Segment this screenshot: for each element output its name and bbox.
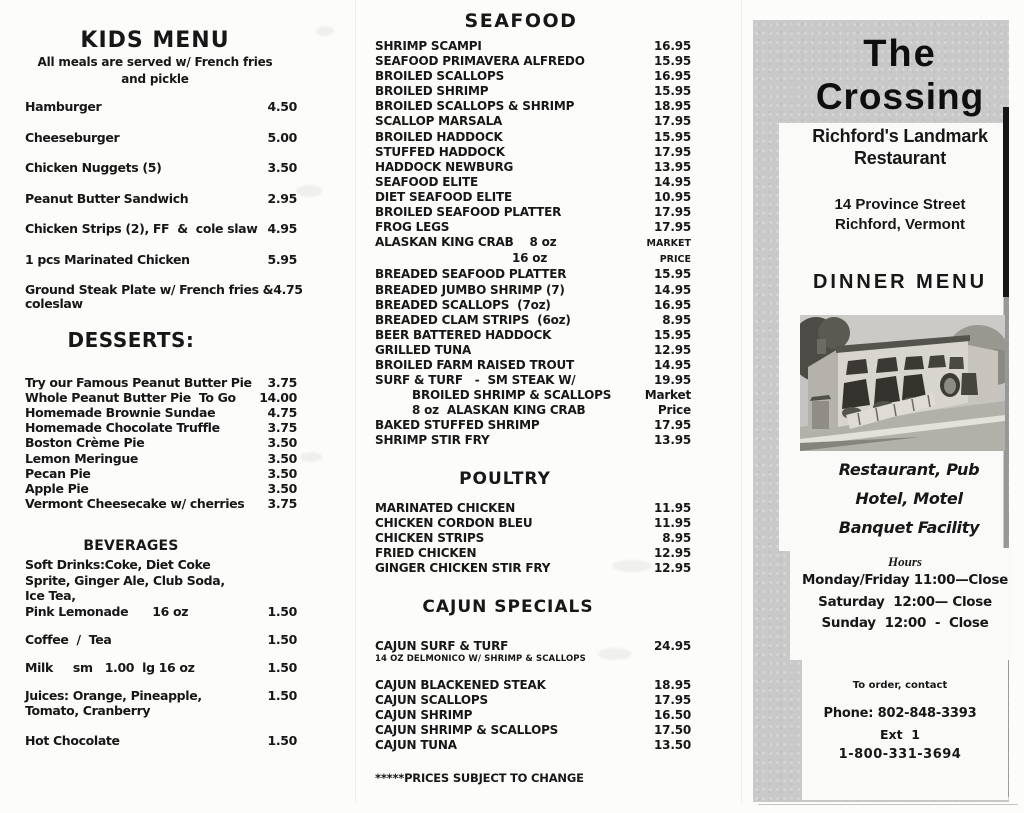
menu-item-row: [375, 145, 691, 160]
hours-line: Sunday 12:00 - Close: [821, 615, 989, 631]
beverages-title: BEVERAGES: [83, 538, 179, 555]
menu-item-row: [375, 235, 691, 251]
item-name: FRIED CHICKEN: [375, 545, 477, 560]
item-name: FROG LEGS: [375, 220, 450, 235]
item-name: BREADED SCALLOPS (7oz): [375, 297, 551, 312]
restaurant-name-line1: The: [863, 33, 937, 75]
item-price: 18.95: [654, 99, 691, 114]
menu-item-row: [375, 343, 691, 358]
address: [797, 195, 1003, 235]
item-name-wrap: coleslaw: [25, 296, 83, 311]
item-name: Coffee / Tea: [25, 631, 112, 647]
service-line: Banquet Facility: [838, 518, 980, 537]
menu-item-row: [25, 192, 297, 206]
item-description: 14 OZ DELMONICO W/ SHRIMP & SCALLOPS: [375, 654, 586, 665]
item-price: 14.95: [654, 282, 691, 297]
item-name: 16 oz: [512, 251, 548, 266]
item-name: BAKED STUFFED SHRIMP: [375, 418, 540, 433]
menu-item-row: [375, 403, 691, 418]
item-price: 17.95: [654, 693, 691, 708]
menu-item-row: [375, 130, 691, 145]
menu-item-row: [25, 466, 297, 481]
item-name: Whole Peanut Butter Pie To Go: [25, 389, 236, 405]
item-price: 8.95: [662, 530, 691, 545]
item-price: 15.95: [654, 54, 691, 69]
menu-item-row: [375, 54, 691, 69]
menu-item-row: [25, 420, 297, 435]
item-price: 4.75: [267, 404, 297, 420]
tagline-line1: Richford's Landmark: [812, 126, 988, 146]
menu-item-row: [375, 298, 691, 313]
item-name: SEAFOOD ELITE: [375, 174, 478, 189]
menu-item-row: [375, 175, 691, 190]
poultry-title: POULTRY: [459, 468, 551, 489]
menu-item-row: [25, 573, 297, 589]
item-name: 8 oz ALASKAN KING CRAB: [412, 403, 586, 418]
item-name: Homemade Brownie Sundae: [25, 404, 216, 420]
item-price: 1.50: [267, 687, 297, 703]
item-name: SCALLOP MARSALA: [375, 114, 503, 129]
item-name: Chicken Nuggets (5): [25, 160, 162, 175]
menu-item-row: [25, 733, 297, 749]
menu-item-row: [375, 283, 691, 298]
hours-title: Hours: [888, 554, 922, 569]
item-price: 3.50: [267, 450, 297, 466]
item-price: 17.95: [654, 144, 691, 159]
item-name: Cheeseburger: [25, 129, 120, 145]
fold-line-right: [741, 0, 742, 803]
scan-edge-dark: [1003, 107, 1009, 297]
menu-item-row: [25, 604, 297, 620]
item-name: Homemade Chocolate Truffle: [25, 420, 220, 436]
kids-menu-subtitle-1: All meals are served w/ French fries: [37, 55, 273, 69]
item-name: BREADED SEAFOOD PLATTER: [375, 267, 567, 282]
item-price: 3.50: [267, 160, 297, 175]
hours-box: [790, 548, 1012, 660]
menu-item-row: [375, 313, 691, 328]
item-name: SHRIMP SCAMPI: [375, 39, 482, 53]
menu-item-row: [375, 251, 691, 267]
item-name: CAJUN BLACKENED STEAK: [375, 678, 546, 693]
menu-item-row: [25, 161, 297, 175]
item-name: BROILED SHRIMP & SCALLOPS: [412, 388, 612, 403]
item-name: CHICKEN STRIPS: [375, 530, 485, 545]
item-price: 3.75: [267, 496, 297, 512]
menu-item-row: [25, 390, 297, 405]
item-price: PRICE: [659, 254, 691, 266]
item-price: MARKET: [646, 238, 691, 250]
item-name: BROILED SCALLOPS: [375, 69, 505, 84]
item-name: CAJUN SHRIMP & SCALLOPS: [375, 723, 559, 738]
middle-column: [375, 10, 691, 785]
item-price: 3.50: [267, 480, 297, 496]
menu-item-row: [25, 557, 297, 573]
item-name: HADDOCK NEWBURG: [375, 159, 514, 174]
item-price: 12.95: [654, 342, 691, 357]
menu-item-row: [25, 100, 297, 114]
item-price: 1.50: [267, 603, 297, 619]
item-price: 14.00: [259, 389, 297, 405]
seafood-title: SEAFOOD: [464, 10, 578, 32]
item-name: BROILED SHRIMP: [375, 84, 489, 99]
restaurant-name-line2: Crossing: [815, 76, 985, 117]
item-price: 13.95: [654, 159, 691, 174]
item-name: STUFFED HADDOCK: [375, 144, 505, 159]
item-name: Pecan Pie: [25, 465, 91, 481]
item-price: 24.95: [654, 639, 691, 653]
kids-menu-subtitle-2: and pickle: [121, 72, 189, 86]
item-name: Sprite, Ginger Ale, Club Soda,: [25, 572, 225, 588]
cover-info-box: [779, 123, 1003, 551]
item-price: 16.95: [654, 69, 691, 84]
menu-item-row: [375, 69, 691, 84]
item-name: Try our Famous Peanut Butter Pie: [25, 374, 252, 390]
item-price: 16.95: [654, 39, 691, 53]
cajun-specials-title: CAJUN SPECIALS: [422, 597, 594, 617]
item-name: DIET SEAFOOD ELITE: [375, 189, 512, 204]
kids-menu-title: KIDS MENU: [80, 28, 230, 53]
item-name: Pink Lemonade 16 oz: [25, 603, 189, 619]
menu-item-row: [25, 588, 297, 604]
menu-item-row: [25, 481, 297, 496]
item-price: Price: [657, 403, 691, 418]
item-price: 15.95: [654, 84, 691, 99]
item-name: BROILED SCALLOPS & SHRIMP: [375, 99, 575, 114]
item-name: Soft Drinks:Coke, Diet Coke: [25, 557, 211, 573]
item-price: 15.95: [654, 267, 691, 282]
kids-menu-items: [25, 99, 303, 311]
item-price: 12.95: [654, 545, 691, 560]
item-price: 17.95: [654, 220, 691, 235]
item-price: 17.95: [654, 205, 691, 220]
item-price: 17.95: [654, 418, 691, 433]
menu-item-row: [25, 688, 297, 704]
item-price: 4.95: [267, 221, 297, 236]
menu-item: [375, 738, 691, 753]
menu-item: [375, 708, 691, 723]
item-price: 16.50: [654, 708, 691, 723]
menu-item-row: [25, 405, 297, 420]
menu-item-row: [25, 222, 297, 236]
prices-disclaimer: *****PRICES SUBJECT TO CHANGE: [375, 770, 584, 785]
item-price: 5.00: [267, 129, 297, 145]
tagline-line2: Restaurant: [853, 148, 947, 168]
item-name: SEAFOOD PRIMAVERA ALFREDO: [375, 54, 585, 69]
service-line: Restaurant, Pub: [838, 460, 980, 479]
scan-smudge: [300, 452, 322, 462]
hours-lines: [798, 570, 1012, 635]
menu-item-row: [25, 451, 297, 466]
item-name: CAJUN SHRIMP: [375, 708, 473, 723]
item-price: 15.95: [654, 129, 691, 144]
item-price: 5.95: [267, 251, 297, 267]
phone-extension: Ext 1: [880, 727, 920, 742]
item-price: 13.95: [654, 433, 691, 448]
item-name: BROILED FARM RAISED TROUT: [375, 357, 575, 372]
fold-line-left: [355, 0, 356, 803]
menu-item-row: [375, 220, 691, 235]
item-price: 1.50: [267, 659, 297, 675]
item-price: 4.50: [267, 99, 297, 114]
item-name: CAJUN SCALLOPS: [375, 693, 488, 708]
item-price: 16.95: [654, 297, 691, 312]
services-list: [797, 455, 1021, 542]
menu-item: [375, 693, 691, 708]
menu-item-row: [25, 496, 297, 511]
menu-item-row: [375, 205, 691, 220]
menu-item-row: [375, 433, 691, 448]
menu-item-row: [25, 253, 297, 267]
menu-item: [375, 723, 691, 738]
item-price: 4.75: [273, 282, 303, 297]
item-name: BEER BATTERED HADDOCK: [375, 327, 552, 342]
item-price: 11.95: [654, 500, 691, 515]
item-price: 14.95: [654, 357, 691, 372]
item-name: CAJUN SURF & TURF: [375, 639, 509, 653]
beverages-items: [25, 557, 297, 749]
item-name: Lemon Meringue: [25, 450, 138, 466]
menu-item-row: [375, 531, 691, 546]
item-name: 1 pcs Marinated Chicken: [25, 251, 190, 267]
seafood-items: [375, 39, 691, 449]
item-name: ALASKAN KING CRAB 8 oz: [375, 235, 557, 250]
item-price: 12.95: [654, 560, 691, 575]
item-price: 3.75: [267, 374, 297, 390]
item-name: Boston Crème Pie: [25, 435, 145, 451]
item-name: Juices: Orange, Pineapple,: [25, 687, 202, 703]
menu-item-row: [375, 388, 691, 403]
item-price: 3.50: [267, 435, 297, 451]
menu-item-row: [375, 328, 691, 343]
service-line: Hotel, Motel: [855, 489, 963, 508]
menu-item-row: [375, 546, 691, 561]
menu-item: [375, 678, 691, 693]
cover-panel: [753, 20, 1009, 802]
menu-item-row: [375, 373, 691, 388]
item-price: 18.95: [654, 678, 691, 693]
menu-item-row: [25, 435, 297, 450]
item-name: Hot Chocolate: [25, 733, 120, 749]
item-name: BROILED HADDOCK: [375, 129, 503, 144]
item-name: CHICKEN CORDON BLEU: [375, 515, 533, 530]
address-street: 14 Province Street: [834, 196, 966, 213]
menu-item-row: [25, 282, 303, 311]
menu-item-row: [375, 501, 691, 516]
item-name: SHRIMP STIR FRY: [375, 433, 490, 448]
menu-item-row: [375, 114, 691, 129]
item-name: Ice Tea,: [25, 588, 76, 604]
restaurant-name: [791, 32, 1009, 118]
item-price: 17.50: [654, 723, 691, 738]
cajun-items: [375, 639, 691, 754]
item-name: Apple Pie: [25, 480, 89, 496]
desserts-title: DESSERTS:: [67, 327, 195, 352]
item-name: GRILLED TUNA: [375, 342, 472, 357]
menu-item-row: [375, 190, 691, 205]
item-name: Milk sm 1.00 lg 16 oz: [25, 659, 195, 675]
phone-number: Phone: 802-848-3393: [823, 706, 977, 721]
item-name: Ground Steak Plate w/ French fries &: [25, 282, 274, 297]
item-price: 2.95: [267, 190, 297, 206]
menu-item-row: [25, 703, 297, 719]
item-name: Tomato, Cranberry: [25, 703, 151, 719]
item-name: MARINATED CHICKEN: [375, 500, 516, 515]
item-name: Hamburger: [25, 99, 102, 114]
menu-item-row: [25, 632, 297, 648]
item-price: 17.95: [654, 114, 691, 129]
item-name: CAJUN TUNA: [375, 738, 457, 753]
item-name: GINGER CHICKEN STIR FRY: [375, 560, 551, 575]
item-price: 13.50: [654, 738, 691, 753]
item-price: 14.95: [654, 174, 691, 189]
menu-item-row: [25, 375, 297, 390]
address-city: Richford, Vermont: [834, 216, 965, 233]
item-name: SURF & TURF - SM STEAK W/: [375, 373, 576, 388]
item-price: 3.75: [267, 420, 297, 436]
hours-line: Saturday 12:00— Close: [818, 593, 992, 610]
item-price: 10.95: [654, 189, 691, 204]
menu-item-row: [375, 160, 691, 175]
contact-box: [802, 658, 1008, 800]
menu-item-row: [375, 516, 691, 531]
menu-item-row: [375, 358, 691, 373]
item-price: 3.50: [267, 465, 297, 481]
hours-line: Monday/Friday 11:00—Close: [802, 572, 1008, 588]
menu-type-label: DINNER MENU: [812, 271, 988, 293]
item-name: Vermont Cheesecake w/ cherries: [25, 496, 245, 512]
menu-item-row: [375, 84, 691, 99]
item-price: 11.95: [654, 515, 691, 530]
menu-item-row: [375, 99, 691, 114]
menu-item-row: [25, 131, 297, 145]
item-price: 1.50: [267, 733, 297, 749]
menu-item: [375, 639, 691, 665]
contact-label: To order, contact: [852, 680, 948, 691]
item-price: 8.95: [662, 312, 691, 327]
scan-edge-line: [758, 804, 1018, 805]
menu-item-row: [25, 660, 297, 676]
scan-smudge: [296, 185, 322, 197]
item-price: 19.95: [654, 373, 691, 388]
building-photo: [800, 315, 1005, 451]
left-column: [25, 28, 303, 749]
menu-item-row: [375, 561, 691, 576]
item-name: Peanut Butter Sandwich: [25, 190, 189, 206]
item-name: BROILED SEAFOOD PLATTER: [375, 205, 562, 220]
item-price: 1.50: [267, 631, 297, 647]
desserts-items: [25, 375, 297, 512]
item-price: 15.95: [654, 327, 691, 342]
item-name: BREADED CLAM STRIPS (6oz): [375, 312, 571, 327]
menu-item-row: [375, 267, 691, 282]
tollfree-number: 1-800-331-3694: [838, 747, 962, 762]
menu-item-row: [375, 39, 691, 54]
scan-smudge: [316, 26, 334, 36]
menu-item-row: [375, 418, 691, 433]
item-price: Market: [644, 388, 691, 403]
item-name: BREADED JUMBO SHRIMP (7): [375, 282, 565, 297]
item-name: Chicken Strips (2), FF & cole slaw: [25, 221, 258, 236]
poultry-items: [375, 501, 691, 576]
